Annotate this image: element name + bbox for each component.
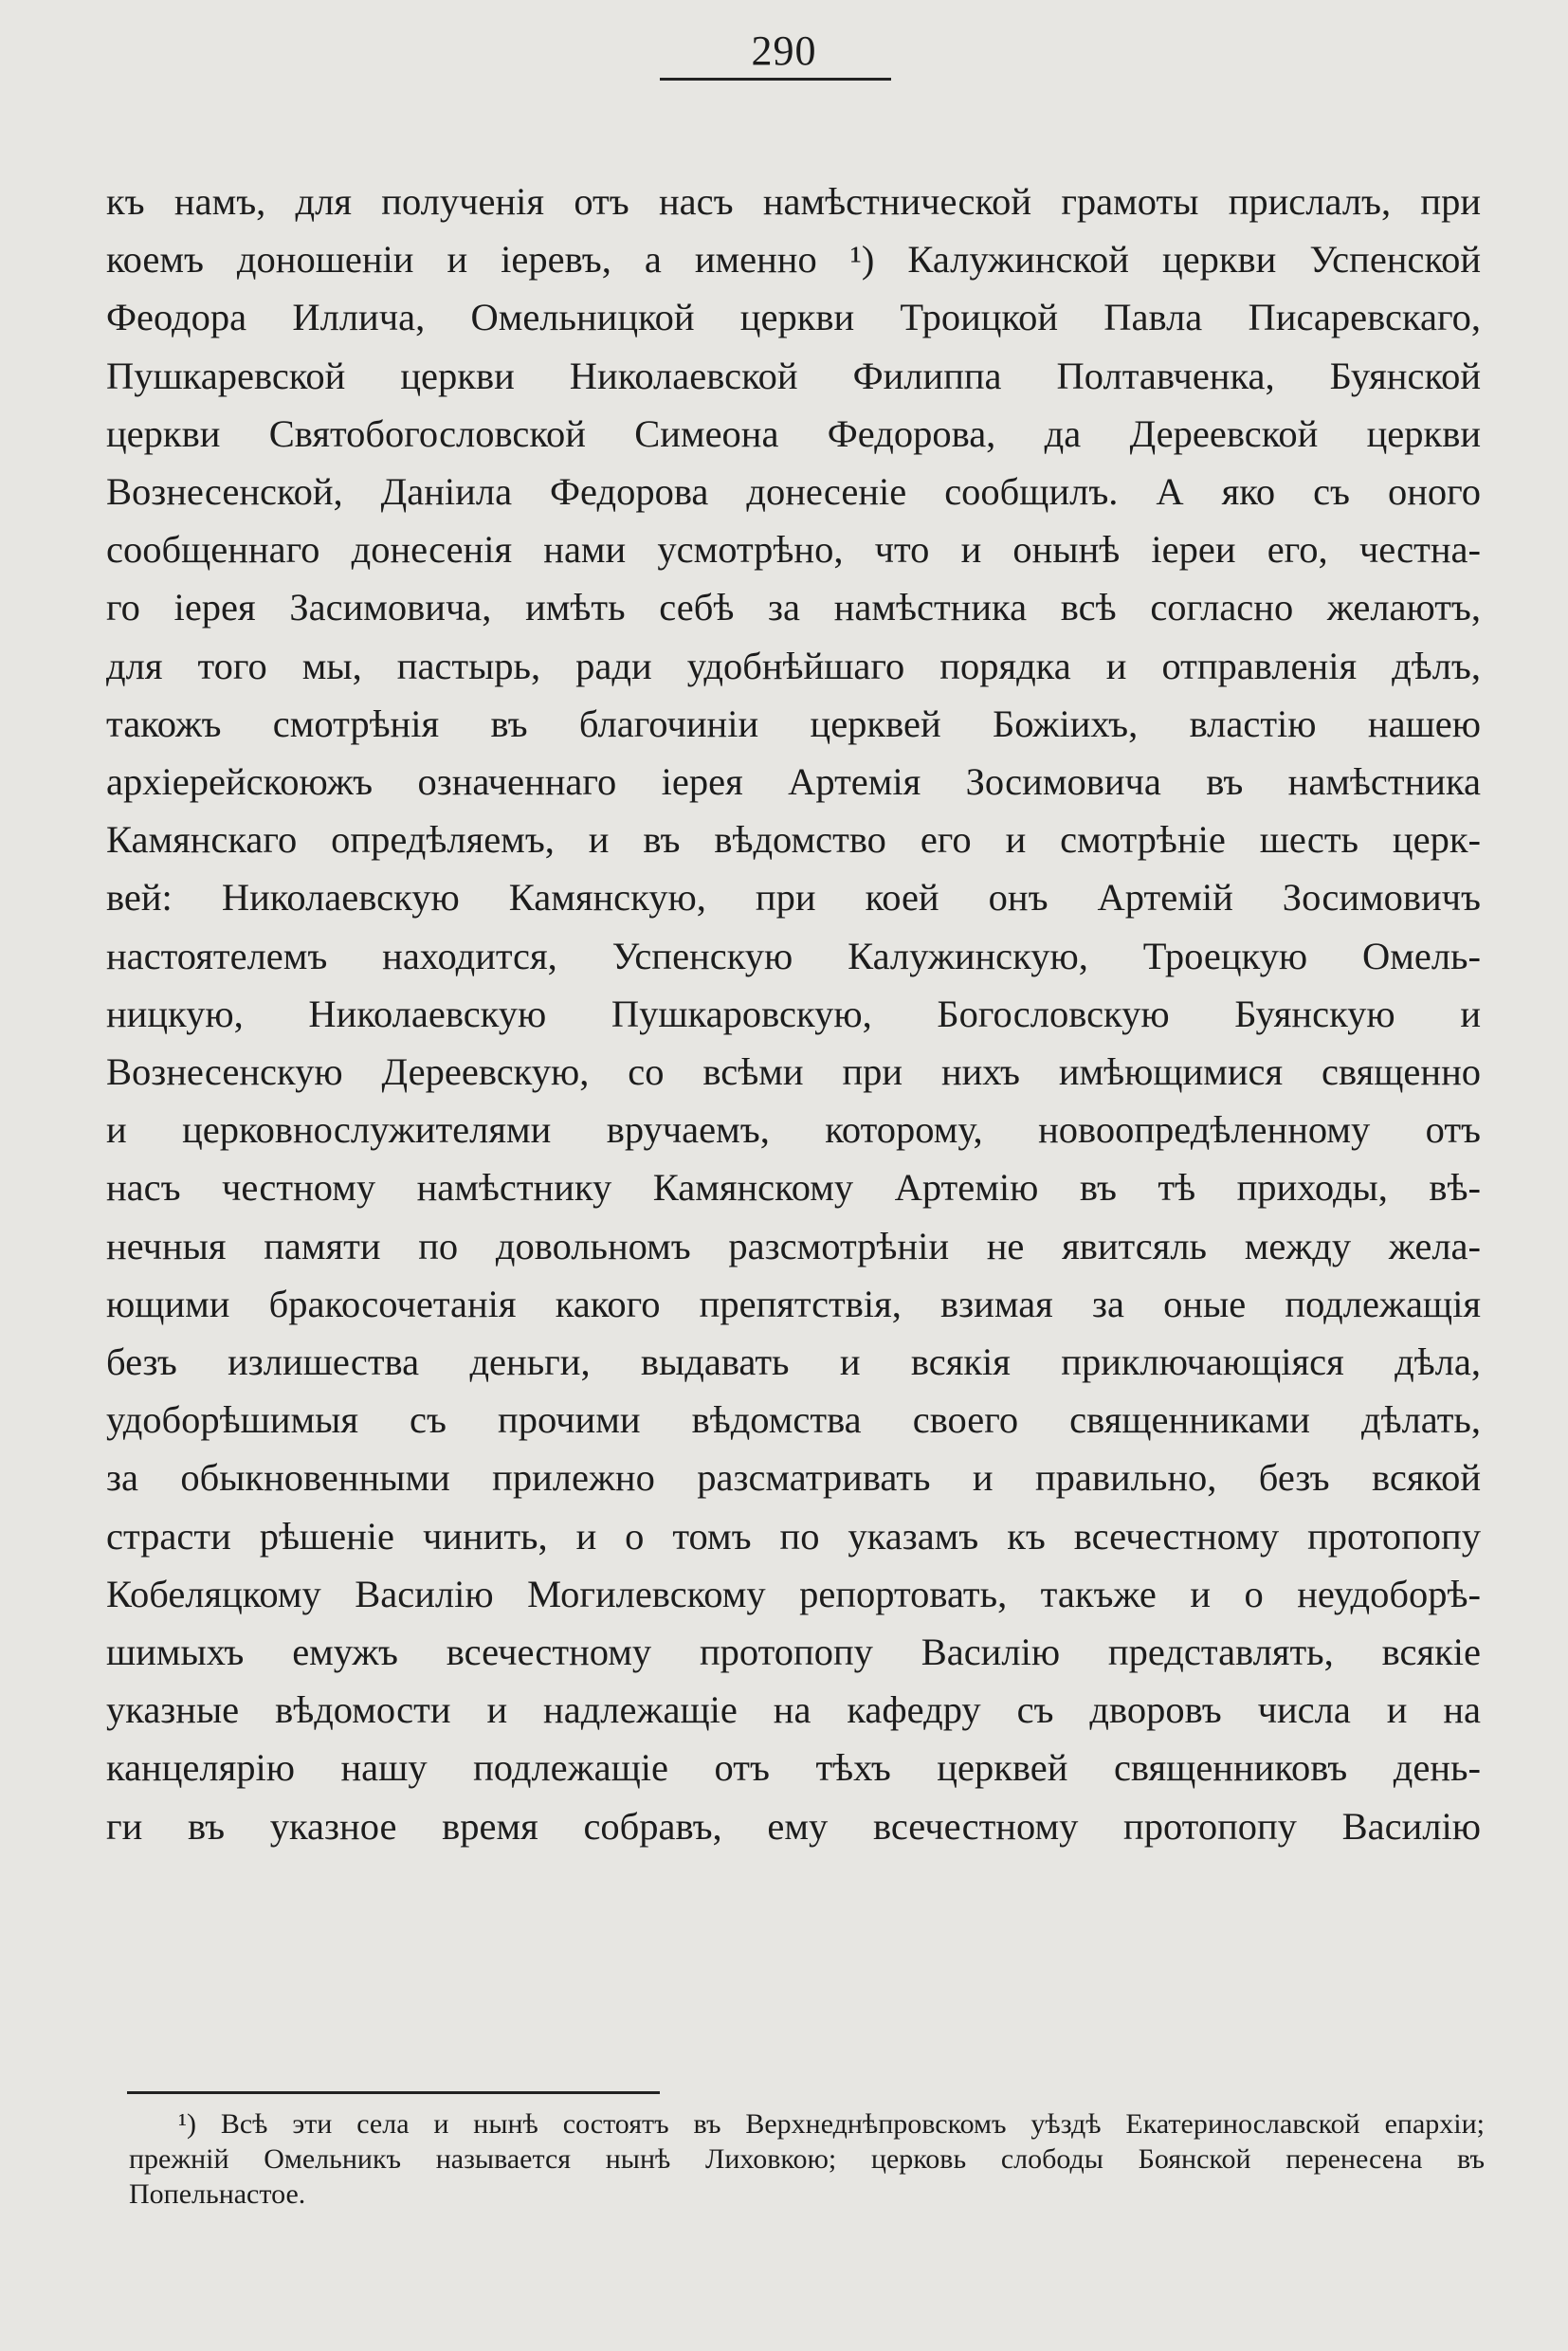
text-line: канцелярію нашу подлежащіе отъ тѣхъ церквей священниковъ день- [106, 1746, 1481, 1790]
text-line: архіерейскоюжъ означеннаго іерея Артемія Зосимовича въ намѣстника [106, 760, 1481, 804]
text-line: Вознесенской, Даніила Федорова донесеніе сообщилъ. А яко съ оного [106, 470, 1481, 514]
text-line: сообщеннаго донесенія нами усмотрѣно, что и онынѣ іереи его, честна- [106, 528, 1481, 572]
text-line: за обыкновенными прилежно разсматривать и правильно, безъ всякой [106, 1456, 1481, 1500]
footnote-line: ¹) Всѣ эти села и нынѣ состоятъ въ Верхнеднѣпровскомъ уѣздѣ Екатеринославской епархіи; [178, 2108, 1485, 2140]
header-rule [660, 78, 891, 81]
text-line: шимыхъ емужъ всечестному протопопу Василію представлять, всякіе [106, 1631, 1481, 1674]
page-number: 290 [751, 27, 817, 74]
text-line: нечныя памяти по довольномъ разсмотрѣніи не явитсяль между жела- [106, 1224, 1481, 1267]
text-line: и церковнослужителями вручаемъ, которому, новоопредѣленному отъ [106, 1108, 1481, 1152]
text-line: такожъ смотрѣнія въ благочиніи церквей Божіихъ, властію нашею [106, 702, 1481, 745]
text-line: коемъ доношеніи и іеревъ, а именно ¹) Калужинской церкви Успенской [106, 238, 1481, 282]
text-line: вей: Николаевскую Камянскую, при коей онъ Артемій Зосимовичъ [106, 876, 1481, 920]
text-line: ющими бракосочетанія какого препятствія, взимая за оные подлежащія [106, 1282, 1481, 1325]
text-line: для того мы, пастырь, ради удобнѣйшаго порядка и отправленія дѣлъ, [106, 644, 1481, 687]
text-line: безъ излишества деньги, выдавать и всякія приключающіяся дѣла, [106, 1340, 1481, 1384]
text-line: страсти рѣшеніе чинить, и о томъ по указамъ къ всечестному протопопу [106, 1514, 1481, 1558]
text-line: ницкую, Николаевскую Пушкаровскую, Богословскую Буянскую и [106, 992, 1481, 1035]
text-line: Кобеляцкому Василію Могилевскому репортовать, такъже и о неудоборѣ- [106, 1572, 1481, 1615]
footnote-line: прежній Омельникъ называется нынѣ Лиховкою; церковь слободы Боянской перенесена въ [129, 2143, 1485, 2175]
text-line: Пушкаревской церкви Николаевской Филиппа Полтавченка, Буянской [106, 354, 1481, 397]
footnote-line: Попельнастое. [129, 2178, 306, 2210]
footnote-rule [127, 2091, 660, 2094]
text-line: ги въ указное время собравъ, ему всечестному протопопу Василію [106, 1804, 1481, 1848]
text-line: къ намъ, для полученія отъ насъ намѣстнической грамоты прислалъ, при [106, 180, 1481, 223]
text-line: настоятелемъ находится, Успенскую Калужинскую, Троецкую Омель- [106, 934, 1481, 977]
text-line: удоборѣшимыя съ прочими вѣдомства своего священниками дѣлать, [106, 1398, 1481, 1442]
body-text [106, 173, 1481, 1855]
text-line: насъ честному намѣстнику Камянскому Артемію въ тѣ приходы, вѣ- [106, 1166, 1481, 1210]
text-line: го іерея Засимовича, имѣть себѣ за намѣстника всѣ согласно желаютъ, [106, 586, 1481, 629]
text-line: Камянскаго опредѣляемъ, и въ вѣдомство его и смотрѣніе шесть церк- [106, 818, 1481, 862]
text-line: указные вѣдомости и надлежащіе на кафедру съ дворовъ числа и на [106, 1688, 1481, 1732]
text-line: Вознесенскую Дереевскую, со всѣми при нихъ имѣющимися священно [106, 1050, 1481, 1094]
text-line: церкви Святобогословской Симеона Федорова, да Дереевской церкви [106, 411, 1481, 455]
text-line: Феодора Иллича, Омельницкой церкви Троицкой Павла Писаревскаго, [106, 296, 1481, 339]
footnote [129, 2106, 1485, 2212]
